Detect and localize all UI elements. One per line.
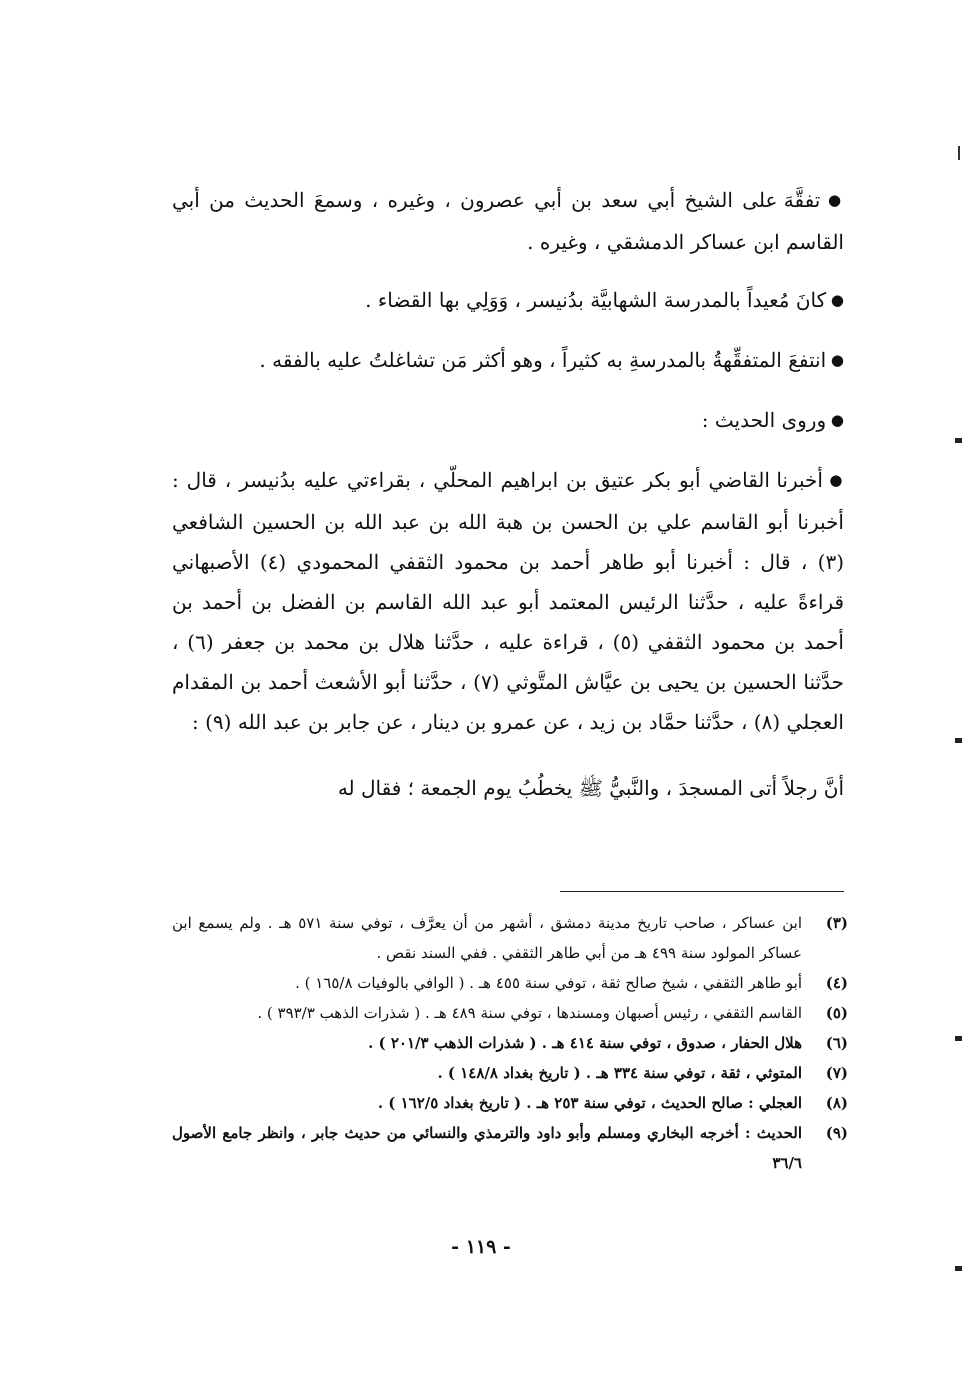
footnote-text: ابن عساكر ، صاحب تاريخ مدينة دمشق ، أشهر من أن يعرَّف ، توفي سنة ٥٧١ هـ . ولم يسمع ابن عساكر المولود سنة ٤٩٩ هـ من أبي طاهر الثقفي . ففي السند نقص . (172, 914, 802, 962)
footnote-7 (172, 1058, 848, 1088)
paragraph-repetitor: ● كانَ مُعيداً بالمدرسة الشهابيَّة بدُنيسر ، وَوَلِي بها القضاء . (172, 280, 844, 322)
paragraph-narrated: ● وروى الحديث : (172, 400, 844, 442)
page-number: - ١١٩ - (451, 1236, 511, 1258)
margin-mark (955, 438, 962, 443)
paragraph-studied-fiqh: ● تفقَّهَ على الشيخ أبي سعد بن أبي عصرون ، وغيره ، وسمعَ الحديث من أبي القاسم ابن عساكر الدمشقي ، وغيره . (172, 180, 844, 262)
footnote-number: (٣) (825, 914, 848, 932)
footnote-text: القاسم الثقفي ، رئيس أصبهان ومسندها ، توفي سنة ٤٨٩ هـ . ( شذرات الذهب ٣٩٣/٣ ) . (257, 1004, 802, 1022)
footnote-4 (172, 968, 848, 998)
paragraph-benefit: ● انتفعَ المتفقِّهةُ بالمدرسةِ به كثيراً ، وهو أكثر مَن تشاغلتُ عليه بالفقه . (172, 340, 844, 382)
footnote-number: (٩) (825, 1124, 848, 1142)
footnote-text: أبو طاهر الثقفي ، شيخ صالح ثقة ، توفي سنة ٤٥٥ هـ . ( الوافي بالوفيات ١٦٥/٨ ) . (295, 974, 802, 992)
footnote-number: (٦) (825, 1034, 848, 1052)
margin-mark (955, 1266, 962, 1271)
hadith-text: أنَّ رجلاً أتى المسجدَ ، والنَّبيُّ ﷺ يخطُبُ يوم الجمعة ؛ فقال له (337, 776, 844, 800)
footnote-9 (172, 1118, 848, 1178)
footnote-3 (172, 908, 848, 968)
footnote-number: (٥) (825, 1004, 848, 1022)
paragraph-isnad: ● أخبرنا القاضي أبو بكر عتيق بن ابراهيم المحلّي ، بقراءتي عليه بدُنيسر ، قال : أخبرنا أبو القاسم علي بن الحسن بن هبة الله بن عبد الله بن الحسين الشافعي (٣) ، قال : أخبرنا أبو طاهر أحمد بن محمود الثقفي المحمودي (٤) الأصبهاني قراءةً عليه ، حدَّثنا الرئيس المعتمد أبو عبد الله القاسم بن الفضل بن أحمد بن أحمد بن محمود الثقفي (٥) ، قراءة عليه ، حدَّثنا هلال بن محمد بن جعفر (٦) ، حدَّثنا الحسين بن يحيى بن عيَّاش المتَّوثي (٧) ، حدَّثنا أبو الأشعث أحمد بن المقدام العجلي (٨) ، حدَّثنا حمَّاد بن زيد ، عن عمرو بن دينار ، عن جابر بن عبد الله (٩) : (172, 460, 844, 742)
margin-mark (955, 738, 962, 743)
footnote-divider (560, 891, 844, 892)
footnote-text: الحديث : أخرجه البخاري ومسلم وأبو داود والترمذي والنسائي من حديث جابر ، وانظر جامع الأصول ٣٦/٦ (172, 1124, 802, 1172)
footnote-number: (٧) (825, 1064, 848, 1082)
footnote-8 (172, 1088, 848, 1118)
footnote-text: المتوثي ، ثقة ، توفي سنة ٣٣٤ هـ . ( تاريخ بغداد ١٤٨/٨ ) . (437, 1064, 802, 1082)
margin-mark (955, 1036, 962, 1041)
footnote-6 (172, 1028, 848, 1058)
footnote-number: (٨) (825, 1094, 848, 1112)
footnote-text: العجلي : صالح الحديث ، توفي سنة ٢٥٣ هـ . ( تاريخ بغداد ١٦٢/٥ ) . (377, 1094, 802, 1112)
margin-tick (958, 146, 960, 160)
footnotes (172, 908, 848, 1178)
footnote-text: هلال الحفار ، صدوق ، توفي سنة ٤١٤ هـ . ( شذرات الذهب ٢٠١/٣ ) . (368, 1034, 802, 1052)
footnote-5 (172, 998, 848, 1028)
footnote-number: (٤) (825, 974, 848, 992)
main-text (172, 180, 844, 826)
